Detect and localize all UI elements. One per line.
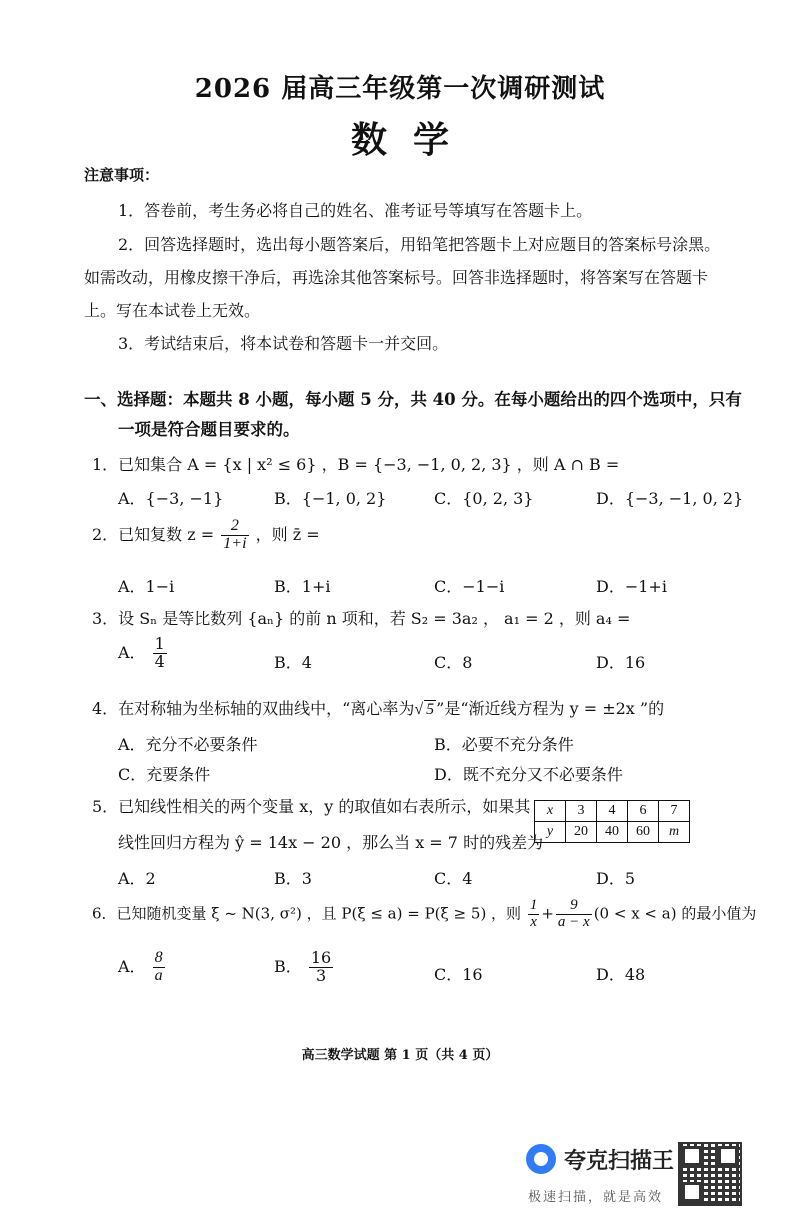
note-line: 上。写在本试卷上无效。 (84, 301, 261, 320)
table-cell: m (659, 822, 690, 843)
q3-option-b: B．4 (274, 653, 312, 672)
notes-heading: 注意事项： (84, 166, 160, 184)
q2-prefix: 2．已知复数 z = (92, 524, 215, 544)
question-2-stem (92, 518, 320, 553)
q4-option-d: D．既不充分又不必要条件 (434, 765, 623, 784)
q6-b-den: 3 (315, 965, 327, 985)
q5-option-b: B．3 (274, 869, 312, 888)
q4-sqrt: √ 5 (414, 701, 435, 718)
table-cell: 3 (566, 801, 597, 822)
q3-frac-num: 1 (154, 634, 165, 653)
q2-fraction (221, 518, 248, 553)
q3-option-a-label: A． (118, 642, 146, 662)
q1-option-d: D．{−3, −1, 0, 2} (596, 489, 744, 508)
table-row (535, 801, 690, 822)
q6-option-a (118, 950, 167, 985)
table-cell: 40 (597, 822, 628, 843)
scanner-watermark (526, 1142, 796, 1212)
q4-option-b: B．必要不充分条件 (434, 735, 574, 754)
q5-option-a: A．2 (118, 869, 156, 888)
q6-fraction-1 (528, 898, 540, 931)
page-footer: 高三数学试题 第 1 页（共 4 页） (301, 1048, 499, 1063)
q2-option-b: B．1+i (274, 577, 331, 596)
q2-option-d: D．−1+i (596, 577, 667, 596)
note-line: 3．考试结束后，将本试卷和答题卡一并交回。 (118, 334, 449, 353)
q1-option-b: B．{−1, 0, 2} (274, 489, 387, 508)
q6-option-a-label: A． (118, 956, 146, 976)
note-line: 如需改动，用橡皮擦干净后，再选涂其他答案标号。回答非选择题时，将答案写在答题卡 (84, 268, 709, 287)
q6-option-c: C．16 (434, 965, 483, 984)
q4-stem-a: 4．在对称轴为坐标轴的双曲线中，“离心率为 (92, 699, 415, 718)
q6-suffix: (0 < x < a) 的最小值为 (593, 904, 757, 923)
table-cell: 6 (628, 801, 659, 822)
q5-option-c: C．4 (434, 869, 473, 888)
q3-option-a (118, 636, 169, 671)
q3-option-d: D．16 (596, 653, 646, 672)
table-cell: y (535, 822, 566, 843)
q6-prefix: 6．已知随机变量 ξ ~ N(3, σ²) ，且 P(ξ ≤ a) = P(ξ ≥ 5) ，则 (92, 904, 522, 923)
brand-name: 夸克扫描王 (564, 1149, 675, 1174)
q6-option-b-label: B． (274, 956, 302, 976)
q4-stem-b: ”是“渐近线方程为 y = ±2x ”的 (436, 699, 665, 718)
quark-logo-icon (526, 1144, 556, 1174)
brand-slogan: 极速扫描，就是高效 (528, 1190, 664, 1205)
q4-radicand: 5 (426, 701, 435, 718)
table-cell: 7 (659, 801, 690, 822)
q3-frac-den: 4 (154, 651, 165, 671)
q2-suffix: ，则 z̄ = (255, 524, 320, 544)
q2-frac-num: 2 (221, 518, 248, 536)
table-cell: 20 (566, 822, 597, 843)
q2-option-c: C．−1−i (434, 577, 505, 596)
q6-f2-num: 9 (556, 898, 592, 915)
table-row (535, 822, 690, 843)
question-5-line1: 5．已知线性相关的两个变量 x，y 的取值如右表所示，如果其 (92, 797, 531, 816)
q6-f2-den: a − x (557, 913, 590, 930)
q6-option-a-fraction (153, 950, 165, 985)
q6-a-den: a (154, 966, 163, 984)
table-cell: x (535, 801, 566, 822)
q6-option-d: D．48 (596, 965, 646, 984)
q3-option-a-fraction (153, 636, 167, 671)
q6-option-b (274, 950, 335, 985)
q1-option-a: A．{−3, −1} (118, 489, 224, 508)
note-line: 2．回答选择题时，选出每小题答案后，用铅笔把答题卡上对应题目的答案标号涂黑。 (118, 235, 721, 254)
q6-f1-num: 1 (529, 897, 538, 913)
section-heading-cont: 一项是符合题目要求的。 (118, 420, 300, 439)
q6-a-num: 8 (154, 949, 163, 966)
question-5-line2: 线性回归方程为 ŷ = 14x − 20 ，那么当 x = 7 时的残差为 (118, 833, 544, 852)
q4-option-c: C．充要条件 (118, 765, 211, 784)
q6-option-b-fraction (309, 950, 333, 985)
q4-option-a: A．充分不必要条件 (118, 735, 258, 754)
question-1-stem: 1．已知集合 A = {x | x² ≤ 6} ，B = {−3, −1, 0, 2, 3} ，则 A ∩ B = (92, 455, 620, 474)
section-heading: 一、选择题：本题共 8 小题，每小题 5 分，共 40 分。在每小题给出的四个选项中，只有 (84, 390, 742, 409)
q6-b-num: 16 (310, 948, 332, 967)
question-4-stem (92, 696, 664, 719)
q3-option-c: C．8 (434, 653, 473, 672)
q5-option-d: D．5 (596, 869, 636, 888)
q1-option-c: C．{0, 2, 3} (434, 489, 534, 508)
q6-plus: + (541, 904, 554, 923)
question-3-stem: 3．设 Sₙ 是等比数列 {aₙ} 的前 n 项和，若 S₂ = 3a₂ ， a₁ = 2 ，则 a₄ = (92, 609, 631, 628)
table-cell: 4 (597, 801, 628, 822)
q5-data-table (534, 800, 690, 843)
exam-title: 2026 届高三年级第一次调研测试 (194, 74, 606, 104)
q2-frac-den: 1+i (223, 534, 247, 552)
qr-code-icon (678, 1142, 742, 1206)
table-cell: 60 (628, 822, 659, 843)
question-6-stem (92, 898, 756, 931)
q2-option-a: A．1−i (118, 577, 175, 596)
q6-f1-den: x (530, 913, 537, 930)
exam-subject: 数学 (350, 119, 475, 161)
q6-fraction-2 (556, 898, 592, 931)
note-line: 1．答卷前，考生务必将自己的姓名、准考证号等填写在答题卡上。 (118, 201, 593, 220)
